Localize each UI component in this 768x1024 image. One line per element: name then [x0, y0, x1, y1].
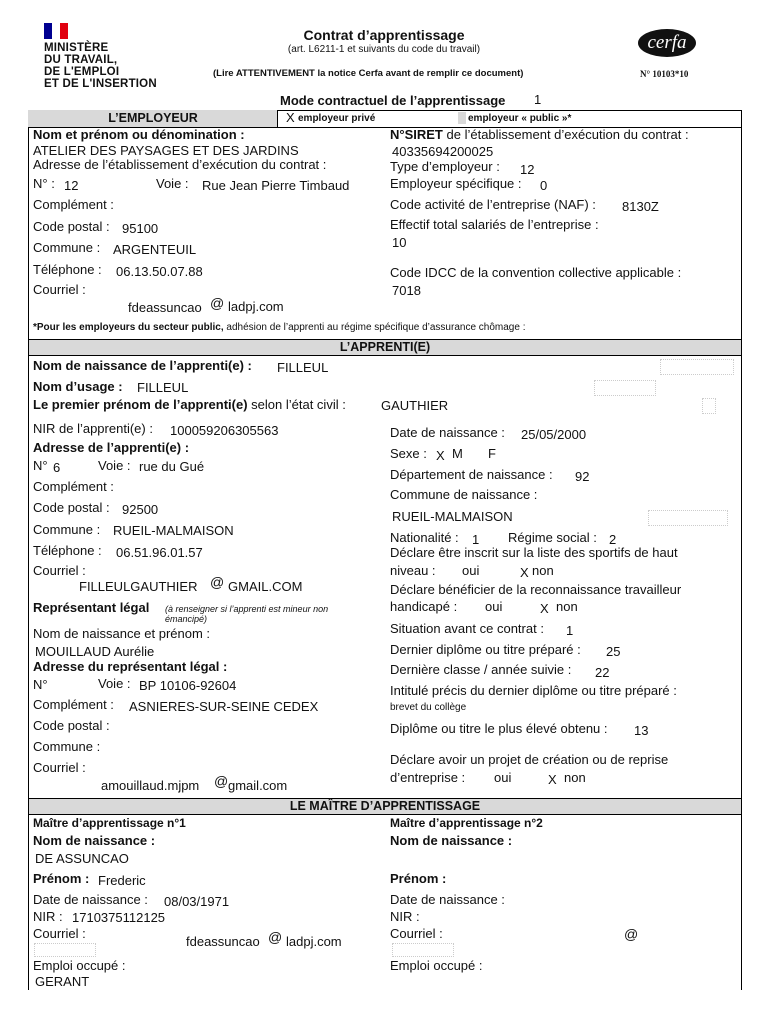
apprenti-tel-value[interactable]: 06.51.96.01.57 — [116, 545, 203, 560]
rep-label: Représentant légal — [33, 600, 150, 615]
apprenti-regime-value[interactable]: 2 — [609, 532, 617, 547]
apprenti-courriel-label: Courriel : — [33, 563, 86, 578]
label-employeur-prive: employeur privé — [298, 113, 376, 124]
projet-oui: oui — [494, 770, 512, 785]
apprenti-commune-naiss-value[interactable]: RUEIL-MALMAISON — [392, 509, 513, 524]
projet-label-2: d’entreprise : — [390, 770, 466, 785]
rep-courriel-label: Courriel : — [33, 760, 86, 775]
ghost-box-1 — [660, 359, 734, 375]
m1-emploi-value[interactable]: GERANT — [35, 974, 90, 989]
at-sign-icon: @ — [624, 926, 639, 942]
employeur-num-label: N° : — [33, 176, 55, 191]
m2-title: Maître d’apprentissage n°2 — [390, 816, 543, 830]
sportif-non: non — [532, 563, 554, 578]
cerfa-logo: cerfa — [638, 29, 696, 57]
apprenti-nir-value[interactable]: 100059206305563 — [170, 423, 279, 438]
apprenti-ddn-label: Date de naissance : — [390, 425, 505, 440]
employeur-specifique-value[interactable]: 0 — [540, 178, 548, 193]
m1-courriel-label: Courriel : — [33, 926, 86, 941]
m1-prenom-value[interactable]: Frederic — [98, 873, 146, 888]
employeur-courriel-domain[interactable]: ladpj.com — [228, 299, 284, 314]
rep-voie-label: Voie : — [98, 676, 131, 691]
ghost-box-5 — [34, 943, 96, 957]
employeur-voie-label: Voie : — [156, 176, 189, 191]
apprenti-cp-value[interactable]: 92500 — [122, 502, 159, 517]
handicap-label-2: handicapé : — [390, 599, 458, 614]
apprenti-nationalite-value[interactable]: 1 — [472, 532, 480, 547]
apprenti-num-value[interactable]: 6 — [53, 460, 61, 475]
plus-eleve-value[interactable]: 13 — [634, 723, 649, 738]
employeur-band: L’EMPLOYEUR — [108, 111, 198, 125]
checkbox-employeur-public[interactable] — [458, 112, 466, 124]
intitule-value[interactable]: brevet du collège — [390, 702, 467, 713]
sportif-oui: oui — [462, 563, 480, 578]
mode-value: 1 — [534, 92, 542, 107]
employeur-type-label: Type d’employeur : — [390, 159, 500, 174]
classe-label: Dernière classe / année suivie : — [390, 662, 572, 677]
ghost-box-3 — [702, 398, 716, 414]
apprenti-commune-label: Commune : — [33, 522, 101, 537]
rep-complement-value[interactable]: ASNIERES-SUR-SEINE CEDEX — [129, 699, 319, 714]
m1-courriel-domain[interactable]: ladpj.com — [286, 934, 342, 949]
m2-ddn-label: Date de naissance : — [390, 892, 505, 907]
sportif-check[interactable]: X — [520, 565, 529, 580]
page-subtitle: (art. L6211-1 et suivants du code du travail) — [287, 44, 481, 55]
employeur-courriel-user[interactable]: fdeassuncao — [128, 300, 202, 315]
employeur-siret-value[interactable]: 40335694200025 — [392, 144, 494, 159]
rep-courriel-domain[interactable]: gmail.com — [228, 778, 288, 793]
apprenti-commune-value[interactable]: RUEIL-MALMAISON — [113, 523, 234, 538]
rep-adresse-label: Adresse du représentant légal : — [33, 659, 228, 674]
notice-text: (Lire ATTENTIVEMENT la notice Cerfa avant de remplir ce document) — [213, 68, 524, 79]
employeur-courriel-label: Courriel : — [33, 282, 86, 297]
projet-non: non — [564, 770, 586, 785]
apprenti-usage-value[interactable]: FILLEUL — [137, 380, 189, 395]
handicap-oui: oui — [485, 599, 503, 614]
employeur-tel-value[interactable]: 06.13.50.07.88 — [116, 264, 203, 279]
rep-commune-label: Commune : — [33, 739, 101, 754]
rep-nom-label: Nom de naissance et prénom : — [33, 626, 211, 641]
apprenti-naissance-value[interactable]: FILLEUL — [277, 360, 329, 375]
m1-emploi-label: Emploi occupé : — [33, 958, 126, 973]
apprenti-courriel-domain[interactable]: GMAIL.COM — [228, 579, 303, 594]
apprenti-tel-label: Téléphone : — [33, 543, 102, 558]
cerfa-number: N° 10103*10 — [640, 69, 689, 79]
projet-check[interactable]: X — [548, 772, 557, 787]
apprenti-complement-label: Complément : — [33, 479, 114, 494]
ghost-box-2 — [594, 380, 656, 396]
apprenti-voie-label: Voie : — [98, 458, 131, 473]
sexe-check[interactable]: X — [436, 448, 445, 463]
employeur-tel-label: Téléphone : — [33, 262, 102, 277]
handicap-check[interactable]: X — [540, 601, 549, 616]
handicap-non: non — [556, 599, 578, 614]
sportif-label-1: Déclare être inscrit sur la liste des sportifs de haut — [390, 545, 678, 560]
apprenti-nationalite-label: Nationalité : — [390, 530, 459, 545]
at-sign-icon: @ — [268, 929, 283, 945]
apprenti-band: L’APPRENTI(E) — [28, 339, 742, 356]
employeur-specifique-label: Employeur spécifique : — [390, 176, 522, 191]
m1-nir-value[interactable]: 1710375112125 — [72, 910, 166, 925]
at-sign-icon: @ — [214, 773, 229, 789]
plus-eleve-label: Diplôme ou titre le plus élevé obtenu : — [390, 721, 608, 736]
rep-courriel-user[interactable]: amouillaud.mjpm — [101, 778, 200, 793]
apprenti-ddn-value[interactable]: 25/05/2000 — [521, 427, 587, 442]
employeur-voie-value[interactable]: Rue Jean Pierre Timbaud — [202, 178, 350, 193]
employeur-effectif-label: Effectif total salariés de l’entreprise : — [390, 217, 599, 232]
m1-ddn-label: Date de naissance : — [33, 892, 148, 907]
mode-label: Mode contractuel de l’apprentissage — [280, 93, 506, 108]
apprenti-dept-value[interactable]: 92 — [575, 469, 590, 484]
employeur-type-value[interactable]: 12 — [520, 162, 535, 177]
employeur-complement-label: Complément : — [33, 197, 114, 212]
m2-nom-label: Nom de naissance : — [390, 833, 513, 848]
employeur-footnote: *Pour les employeurs du secteur public, adhésion de l’apprenti au régime spécifique d’assurance chômage : — [33, 322, 526, 333]
rep-complement-label: Complément : — [33, 697, 114, 712]
rep-voie-value[interactable]: BP 10106-92604 — [139, 678, 237, 693]
employeur-naf-label: Code activité de l’entreprise (NAF) : — [390, 197, 596, 212]
sexe-m-label: M — [452, 446, 463, 461]
rep-nom-value[interactable]: MOUILLAUD Aurélie — [35, 644, 155, 659]
situation-value[interactable]: 1 — [566, 623, 574, 638]
employeur-naf-value[interactable]: 8130Z — [622, 199, 659, 214]
label-employeur-public: employeur « public »* — [468, 113, 572, 124]
apprenti-adresse-label: Adresse de l’apprenti(e) : — [33, 440, 190, 455]
maitre-band: LE MAÎTRE D’APPRENTISSAGE — [28, 798, 742, 815]
m2-nir-label: NIR : — [390, 909, 420, 924]
check-employeur-prive[interactable]: X — [286, 110, 295, 125]
ghost-box-4 — [648, 510, 728, 526]
intitule-label: Intitulé précis du dernier diplôme ou titre préparé : — [390, 683, 677, 698]
m1-ddn-value[interactable]: 08/03/1971 — [164, 894, 230, 909]
rep-num-label: N° — [33, 677, 48, 692]
sexe-f-label: F — [488, 446, 496, 461]
m1-nom-label: Nom de naissance : — [33, 833, 156, 848]
at-sign-icon: @ — [210, 574, 225, 590]
apprenti-naissance-label: Nom de naissance de l’apprenti(e) : — [33, 358, 252, 373]
m1-nom-value[interactable]: DE ASSUNCAO — [35, 851, 129, 866]
handicap-label-1: Déclare bénéficier de la reconnaissance travailleur — [390, 582, 682, 597]
m2-emploi-label: Emploi occupé : — [390, 958, 483, 973]
apprenti-num-label: N° — [33, 458, 48, 473]
situation-label: Situation avant ce contrat : — [390, 621, 544, 636]
ministry-logo-text: MINISTÈRE DU TRAVAIL, DE L'EMPLOI ET DE L'INSERTION — [44, 42, 157, 90]
apprenti-usage-label: Nom d’usage : — [33, 379, 123, 394]
m1-title: Maître d’apprentissage n°1 — [33, 816, 186, 830]
ghost-box-6 — [392, 943, 454, 957]
employeur-commune-label: Commune : — [33, 240, 101, 255]
classe-value[interactable]: 22 — [595, 665, 610, 680]
dernier-diplome-value[interactable]: 25 — [606, 644, 621, 659]
projet-label-1: Déclare avoir un projet de création ou de reprise — [390, 752, 669, 767]
apprenti-regime-label: Régime social : — [508, 530, 597, 545]
dernier-diplome-label: Dernier diplôme ou titre préparé : — [390, 642, 581, 657]
employeur-nom-value[interactable]: ATELIER DES PAYSAGES ET DES JARDINS — [33, 143, 299, 158]
m1-courriel-user[interactable]: fdeassuncao — [186, 934, 260, 949]
apprenti-prenom-label: Le premier prénom de l’apprenti(e) selon l’état civil : — [33, 397, 346, 412]
m1-nir-label: NIR : — [33, 909, 63, 924]
rep-note: (à renseigner si l’apprenti est mineur non émancipé) — [165, 604, 329, 624]
apprenti-prenom-value[interactable]: GAUTHIER — [381, 398, 449, 413]
sportif-label-2: niveau : — [390, 563, 436, 578]
employeur-idcc-value[interactable]: 7018 — [392, 283, 421, 298]
page-title: Contrat d’apprentissage — [303, 27, 465, 43]
apprenti-voie-value[interactable]: rue du Gué — [139, 459, 205, 474]
employeur-num-value[interactable]: 12 — [64, 178, 79, 193]
apprenti-courriel-user[interactable]: FILLEULGAUTHIER — [79, 579, 198, 594]
apprenti-cp-label: Code postal : — [33, 500, 110, 515]
apprenti-dept-label: Département de naissance : — [390, 467, 553, 482]
employeur-idcc-label: Code IDCC de la convention collective applicable : — [390, 265, 682, 280]
employeur-cp-label: Code postal : — [33, 219, 110, 234]
employeur-cp-value[interactable]: 95100 — [122, 221, 159, 236]
m2-prenom-label: Prénom : — [390, 871, 447, 886]
m1-prenom-label: Prénom : — [33, 871, 90, 886]
apprenti-sexe-label: Sexe : — [390, 446, 427, 461]
m2-courriel-label: Courriel : — [390, 926, 443, 941]
employeur-adresse-label: Adresse de l’établissement d’exécution du contrat : — [33, 157, 327, 172]
employeur-commune-value[interactable]: ARGENTEUIL — [113, 242, 197, 257]
at-sign-icon: @ — [210, 295, 225, 311]
employeur-nom-label: Nom et prénom ou dénomination : — [33, 127, 245, 142]
employeur-effectif-value[interactable]: 10 — [392, 235, 407, 250]
rep-cp-label: Code postal : — [33, 718, 110, 733]
apprenti-commune-naiss-label: Commune de naissance : — [390, 487, 538, 502]
apprenti-nir-label: NIR de l’apprenti(e) : — [33, 421, 153, 436]
employeur-siret-label: N°SIRET de l’établissement d’exécution du contrat : — [390, 127, 689, 142]
